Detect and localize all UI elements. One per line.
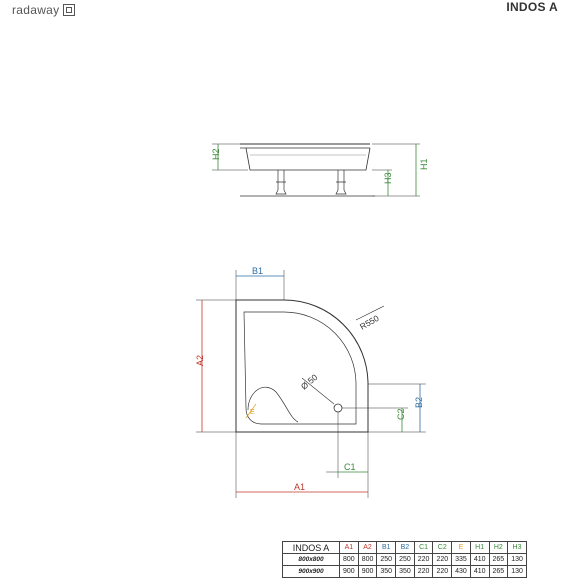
header-e: E <box>452 542 471 554</box>
cell: 220 <box>414 554 433 566</box>
label-a1: A1 <box>294 482 306 492</box>
cell: 335 <box>452 554 471 566</box>
cell: 800 <box>340 554 359 566</box>
header-c2: C2 <box>433 542 452 554</box>
tray-legs <box>276 170 346 194</box>
spec-table <box>282 541 527 578</box>
tray-body <box>246 148 370 170</box>
row-size: 800x800 <box>283 554 340 566</box>
label-drain: Ø 50 <box>298 372 320 392</box>
cell: 265 <box>489 554 508 566</box>
brand-name: radaway <box>12 3 60 17</box>
cell: 430 <box>452 566 471 578</box>
cell: 250 <box>396 554 415 566</box>
tray-outer-outline <box>236 300 368 432</box>
table-row <box>283 554 527 566</box>
cell: 130 <box>508 554 527 566</box>
page-title: INDOS A <box>506 0 558 14</box>
label-h1: H1 <box>419 158 429 170</box>
header-a1: A1 <box>340 542 359 554</box>
spec-table-model: INDOS A <box>283 542 340 554</box>
cell: 900 <box>358 566 377 578</box>
cell: 410 <box>470 554 489 566</box>
header-b2: B2 <box>396 542 415 554</box>
cell: 250 <box>377 554 396 566</box>
cell: 220 <box>433 566 452 578</box>
header-h2: H2 <box>489 542 508 554</box>
header-h3: H3 <box>508 542 527 554</box>
label-c2: C2 <box>396 408 406 420</box>
header-c1: C1 <box>414 542 433 554</box>
label-c1: C1 <box>344 462 356 472</box>
cell: 265 <box>489 566 508 578</box>
cell: 410 <box>470 566 489 578</box>
cell: 220 <box>414 566 433 578</box>
cell: 800 <box>358 554 377 566</box>
cell: 900 <box>340 566 359 578</box>
label-e: E <box>250 409 255 416</box>
header-h1: H1 <box>470 542 489 554</box>
cell: 350 <box>396 566 415 578</box>
label-h3: H3 <box>383 172 393 184</box>
header-a2: A2 <box>358 542 377 554</box>
cell: 220 <box>433 554 452 566</box>
label-radius: R550 <box>358 312 381 332</box>
table-row <box>283 566 527 578</box>
label-b2: B2 <box>414 396 424 408</box>
cell: 130 <box>508 566 527 578</box>
label-h2: H2 <box>211 148 221 160</box>
cell: 350 <box>377 566 396 578</box>
row-size: 900x900 <box>283 566 340 578</box>
spec-table-header-row <box>283 542 527 554</box>
label-a2: A2 <box>195 354 205 366</box>
side-view <box>212 144 420 196</box>
label-b1: B1 <box>252 266 264 276</box>
tray-inner-outline <box>244 312 356 424</box>
header-b1: B1 <box>377 542 396 554</box>
drain-circle <box>334 404 342 412</box>
